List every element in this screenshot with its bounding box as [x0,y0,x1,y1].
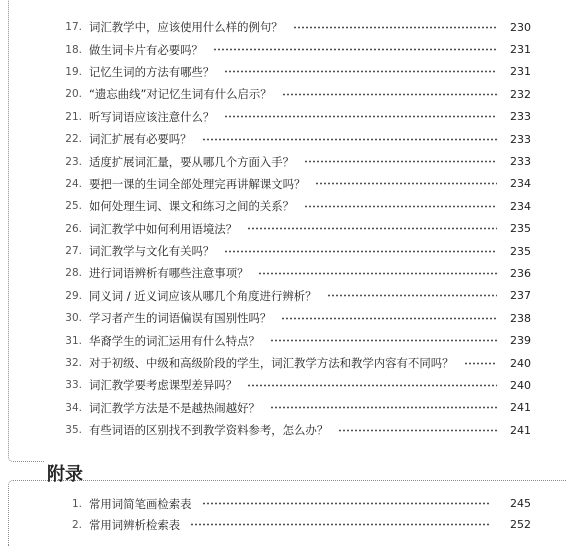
page-number: 245 [510,497,531,510]
entry-title: 进行词语辨析有哪些注意事项？ [89,266,249,281]
entry-number: 24. [65,177,82,190]
page-number: 233 [510,132,531,146]
entry-number: 21. [65,110,82,123]
page-number: 241 [510,423,531,437]
dot-leader [247,227,497,230]
dot-leader [315,182,497,185]
entry-number: 22. [65,133,82,146]
entry-number: 28. [65,267,82,280]
dot-leader [293,26,497,29]
dot-leader [282,93,497,96]
toc-entry [55,83,531,105]
toc-entry [55,397,531,419]
page-number: 236 [510,266,531,280]
page-number: 234 [510,177,531,191]
page-number: 233 [510,155,531,169]
entry-title: 词汇教学中，应该使用什么样的例句？ [89,20,283,35]
appendix-entry [55,493,531,514]
page-number: 240 [510,356,531,370]
page-number: 231 [510,65,531,79]
table-of-contents [55,16,531,441]
entry-title: 词汇教学要考虑课型差异吗？ [89,378,238,393]
page-number: 238 [510,311,531,325]
entry-number: 32. [65,357,82,370]
dot-leader [224,70,497,73]
toc-entry [55,195,531,217]
entry-title: 对于初级、中级和高级阶段的学生，词汇教学方法和教学内容有不同吗？ [89,356,454,371]
toc-entry [55,128,531,150]
entry-number: 26. [65,222,82,235]
dot-leader [202,502,491,505]
page-number: 252 [510,518,531,531]
entry-number: 25. [65,200,82,213]
page-number: 234 [510,199,531,213]
entry-number: 2. [71,518,82,531]
entry-number: 23. [65,155,82,168]
page-number: 235 [510,244,531,258]
toc-entry [55,106,531,128]
entry-title: 词汇教学方法是不是越热闹越好？ [89,400,260,415]
page-number: 230 [510,20,531,34]
toc-entry [55,352,531,374]
dot-leader [270,339,497,342]
toc-entry [55,16,531,38]
toc-entry [55,38,531,60]
entry-title: 词汇教学与文化有关吗？ [89,244,215,259]
dot-leader [202,138,497,141]
toc-entry [55,419,531,441]
dotted-frame-line [8,0,44,462]
entry-number: 33. [65,379,82,392]
appendix-entry [55,514,531,535]
entry-number: 27. [65,245,82,258]
entry-number: 1. [71,497,82,510]
dot-leader [224,250,497,253]
dot-leader [281,317,497,320]
entry-title: 学习者产生的词语偏误有国别性吗？ [89,311,272,326]
entry-title: 适度扩展词汇量，要从哪几个方面入手？ [89,154,295,169]
toc-entry [55,285,531,307]
entry-title: 常用词辨析检索表 [89,517,181,532]
entry-number: 31. [65,334,82,347]
toc-entry [55,173,531,195]
toc-entry [55,374,531,396]
dot-leader [213,48,497,51]
entry-title: 有些词语的区别找不到教学资料参考，怎么办？ [89,423,329,438]
toc-entry [55,307,531,329]
dot-leader [258,272,497,275]
page-number: 241 [510,401,531,415]
page-number: 237 [510,289,531,303]
dot-leader [270,406,497,409]
appendix-heading: 附录 [47,464,83,485]
entry-title: 词汇教学中如何利用语境法？ [89,221,238,236]
dot-leader [304,205,497,208]
page-number: 240 [510,378,531,392]
toc-entry [55,218,531,240]
toc-entry [55,262,531,284]
dot-leader [190,523,491,526]
entry-title: 常用词简笔画检索表 [89,496,192,511]
page-number: 239 [510,334,531,348]
dot-leader [247,384,497,387]
dot-leader [224,115,497,118]
entry-number: 20. [65,88,82,101]
toc-entry [55,61,531,83]
entry-number: 19. [65,65,82,78]
dot-leader [338,429,497,432]
page-number: 235 [510,222,531,236]
entry-number: 35. [65,424,82,437]
toc-entry [55,150,531,172]
toc-entry [55,240,531,262]
entry-title: 华裔学生的词汇运用有什么特点？ [89,333,260,348]
dot-leader [304,160,497,163]
entry-number: 30. [65,312,82,325]
entry-number: 29. [65,289,82,302]
entry-title: 要把一课的生词全部处理完再讲解课文吗？ [89,176,306,191]
entry-title: 做生词卡片有必要吗？ [89,42,203,57]
entry-title: 记忆生词的方法有哪些？ [89,64,215,79]
entry-number: 34. [65,401,82,414]
dot-leader [327,294,497,297]
entry-number: 17. [65,21,82,34]
entry-title: 词汇扩展有必要吗？ [89,132,192,147]
entry-title: 听写词语应该注意什么？ [89,109,215,124]
entry-title: “遗忘曲线”对记忆生词有什么启示？ [89,87,272,102]
appendix-list [55,493,531,535]
dot-leader [464,362,497,365]
entry-number: 18. [65,43,82,56]
entry-title: 同义词 / 近义词应该从哪几个角度进行辨析？ [89,288,317,303]
page-number: 232 [510,87,531,101]
page-number: 233 [510,110,531,124]
entry-title: 如何处理生词、课文和练习之间的关系？ [89,199,295,214]
page-number: 231 [510,43,531,57]
toc-entry [55,329,531,351]
